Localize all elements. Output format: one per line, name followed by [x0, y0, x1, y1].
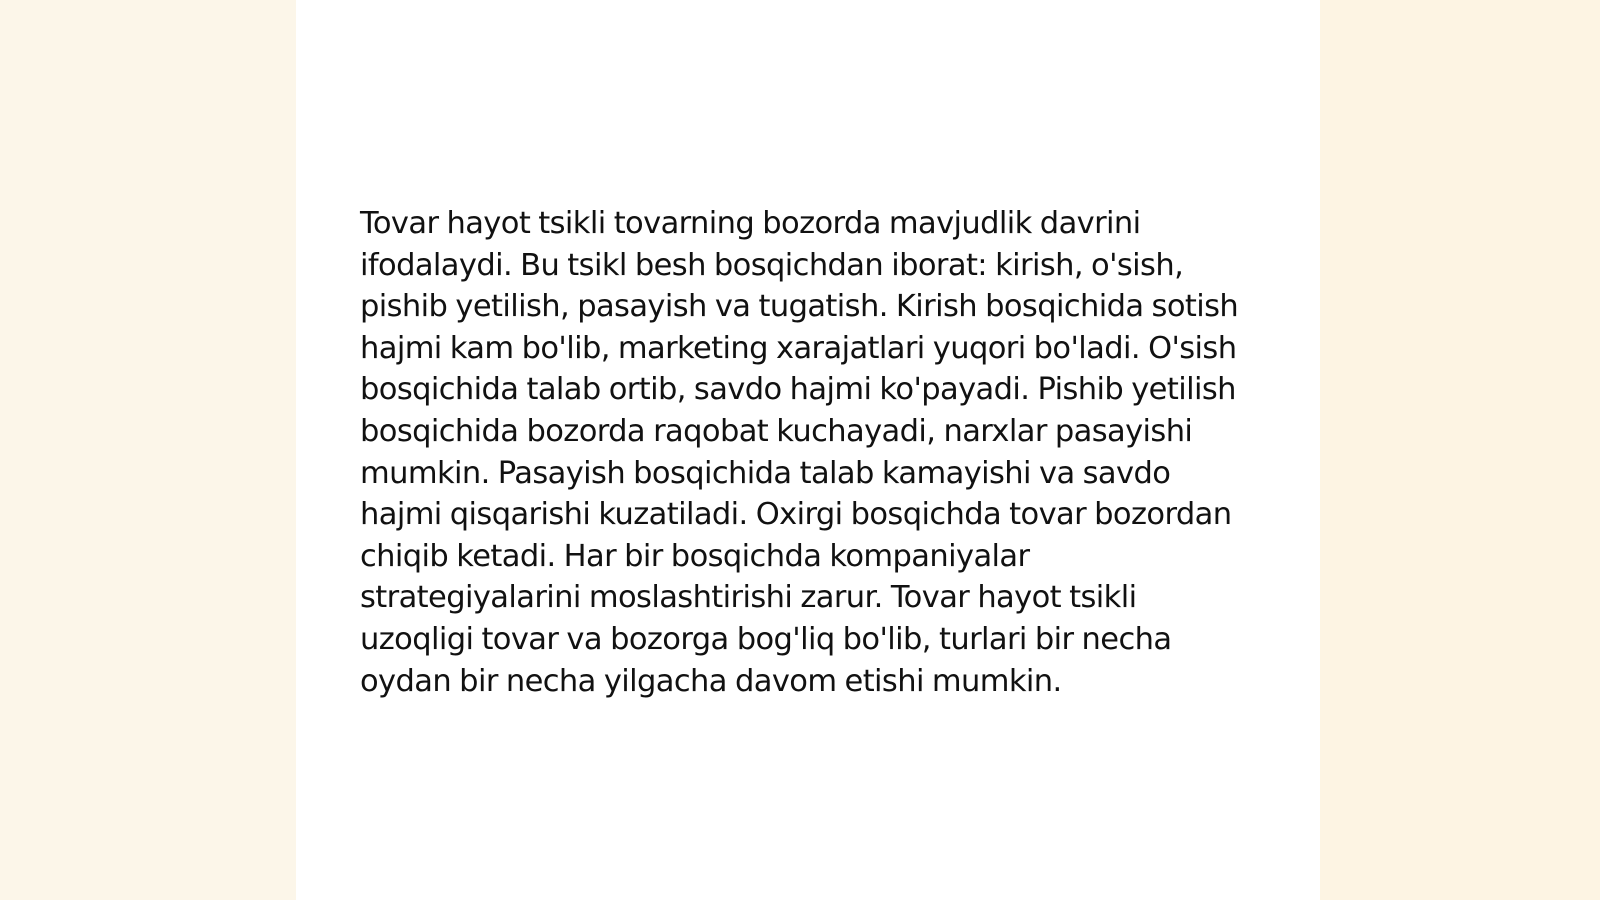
document-page [296, 0, 1320, 900]
right-margin [1320, 0, 1600, 900]
body-paragraph: Tovar hayot tsikli tovarning bozorda mavjudlik davrini ifodalaydi. Bu tsikl besh bosqichdan iborat: kirish, o'sish, pishib yetilish, pasayish va tugatish. Kirish bosqichida sotish hajmi kam bo'lib, marketing xarajatlari yuqori bo'ladi. O'sish bosqichida talab ortib, savdo hajmi ko'payadi. Pishib yetilish bosqichida bozorda raqobat kuchayadi, narxlar pasayishi mumkin. Pasayish bosqichida talab kamayishi va savdo hajmi qisqarishi kuzatiladi. Oxirgi bosqichda tovar bozordan chiqib ketadi. Har bir bosqichda kompaniyalar strategiyalarini moslashtirishi zarur. Tovar hayot tsikli uzoqligi tovar va bozorga bog'liq bo'lib, turlari bir necha oydan bir necha yilgacha davom etishi mumkin. [360, 206, 1239, 699]
left-margin [0, 0, 296, 900]
